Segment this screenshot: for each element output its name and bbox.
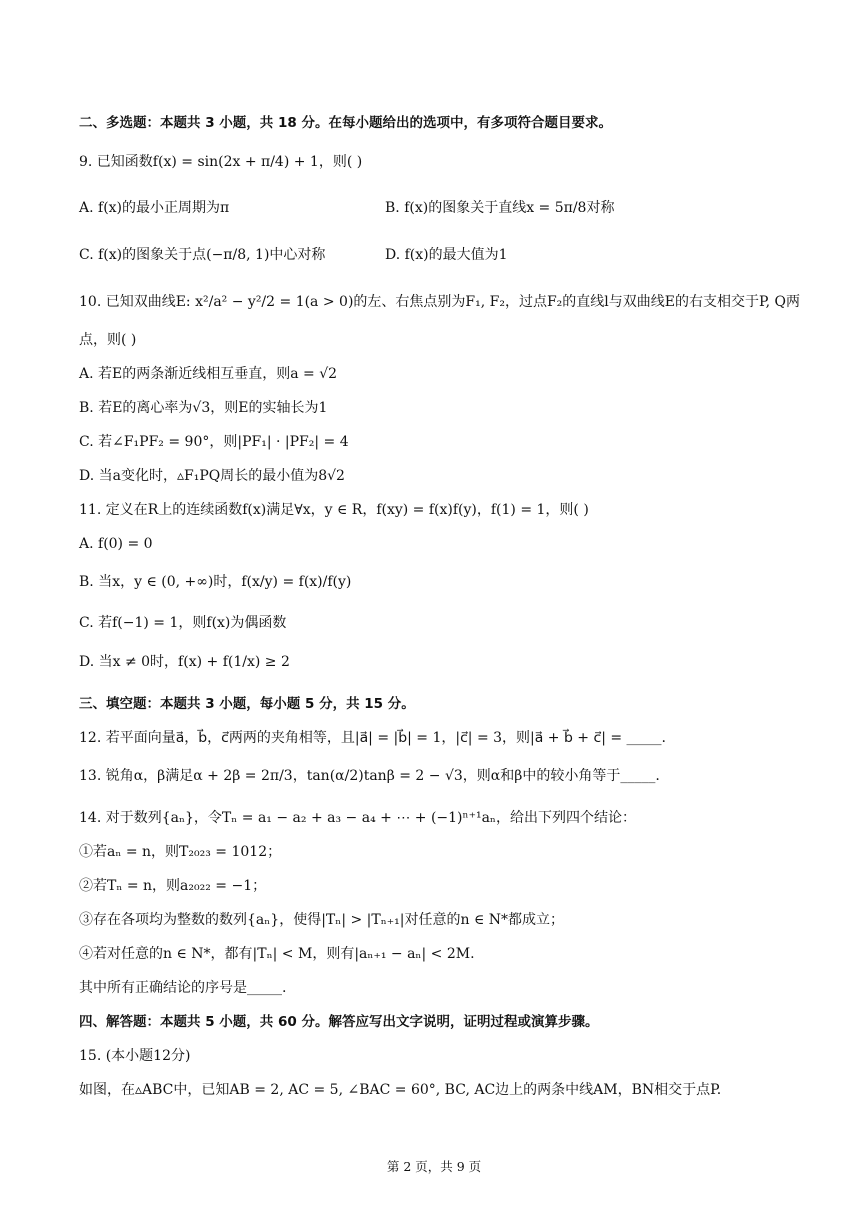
q14-answer-prompt: 其中所有正确结论的序号是_____. [79, 980, 287, 996]
section-3-header: 三、填空题：本题共 3 小题，每小题 5 分，共 15 分。 [79, 696, 415, 712]
q10-option-a: A. 若E的两条渐近线相互垂直，则a = √2 [79, 366, 338, 382]
q13-text: 13. 锐角α，β满足α + 2β = 2π/3，tan(α/2)tanβ = 2 − √3，则α和β中的较小角等于_____. [79, 768, 660, 784]
q11-option-b: B. 当x，y ∈ (0, +∞)时，f(x/y) = f(x)/f(y) [79, 574, 352, 590]
q11-option-d: D. 当x ≠ 0时，f(x) + f(1/x) ≥ 2 [79, 654, 290, 670]
q12-text: 12. 若平面向量a⃗，b⃗，c⃗两两的夹角相等，且|a⃗| = |b⃗| = 1，|c⃗| = 3，则|a⃗ + b⃗ + c⃗| = _____. [79, 730, 666, 746]
q14-conclusion-4: ④若对任意的n ∈ N*，都有|Tₙ| < M，则有|aₙ₊₁ − aₙ| < 2M. [79, 946, 475, 962]
q10-stem-line-2: 点，则( ) [79, 332, 137, 348]
section-2-header: 二、多选题：本题共 3 小题，共 18 分。在每小题给出的选项中，有多项符合题目要求。 [79, 115, 612, 131]
q9-option-c: C. f(x)的图象关于点(−π/8, 1)中心对称 [79, 247, 326, 263]
q15-text: 如图，在▵ABC中，已知AB = 2, AC = 5, ∠BAC = 60°, BC, AC边上的两条中线AM，BN相交于点P. [79, 1082, 722, 1098]
q11-option-a: A. f(0) = 0 [79, 536, 153, 552]
q11-stem: 11. 定义在R上的连续函数f(x)满足∀x，y ∈ R，f(xy) = f(x)f(y)，f(1) = 1，则( ) [79, 502, 589, 518]
q9-option-a: A. f(x)的最小正周期为π [79, 200, 230, 216]
q11-option-c: C. 若f(−1) = 1，则f(x)为偶函数 [79, 615, 287, 631]
q10-stem-line-1: 10. 已知双曲线E: x²/a² − y²/2 = 1(a > 0)的左、右焦点别为F₁, F₂，过点F₂的直线l与双曲线E的右支相交于P, Q两 [79, 294, 800, 310]
q9-option-b: B. f(x)的图象关于直线x = 5π/8对称 [385, 200, 615, 216]
q10-option-b: B. 若E的离心率为√3，则E的实轴长为1 [79, 400, 328, 416]
q10-option-d: D. 当a变化时，▵F₁PQ周长的最小值为8√2 [79, 468, 345, 484]
page-footer: 第 2 页，共 9 页 [386, 1159, 482, 1174]
q14-conclusion-3: ③存在各项均为整数的数列{aₙ}，使得|Tₙ| > |Tₙ₊₁|对任意的n ∈ N*都成立； [79, 912, 565, 928]
q14-stem: 14. 对于数列{aₙ}，令Tₙ = a₁ − a₂ + a₃ − a₄ + ⋯ + (−1)ⁿ⁺¹aₙ，给出下列四个结论： [79, 810, 636, 826]
q14-conclusion-2: ②若Tₙ = n，则a₂₀₂₂ = −1； [79, 878, 267, 894]
q9-option-d: D. f(x)的最大值为1 [385, 247, 508, 263]
q9-stem: 9. 已知函数f(x) = sin(2x + π/4) + 1，则( ) [79, 154, 363, 170]
section-4-header: 四、解答题：本题共 5 小题，共 60 分。解答应写出文字说明，证明过程或演算步骤。 [79, 1014, 599, 1030]
q15-title: 15. (本小题12分) [79, 1048, 191, 1064]
q10-option-c: C. 若∠F₁PF₂ = 90°，则|PF₁| · |PF₂| = 4 [79, 434, 349, 450]
q14-conclusion-1: ①若aₙ = n，则T₂₀₂₃ = 1012； [79, 844, 282, 860]
